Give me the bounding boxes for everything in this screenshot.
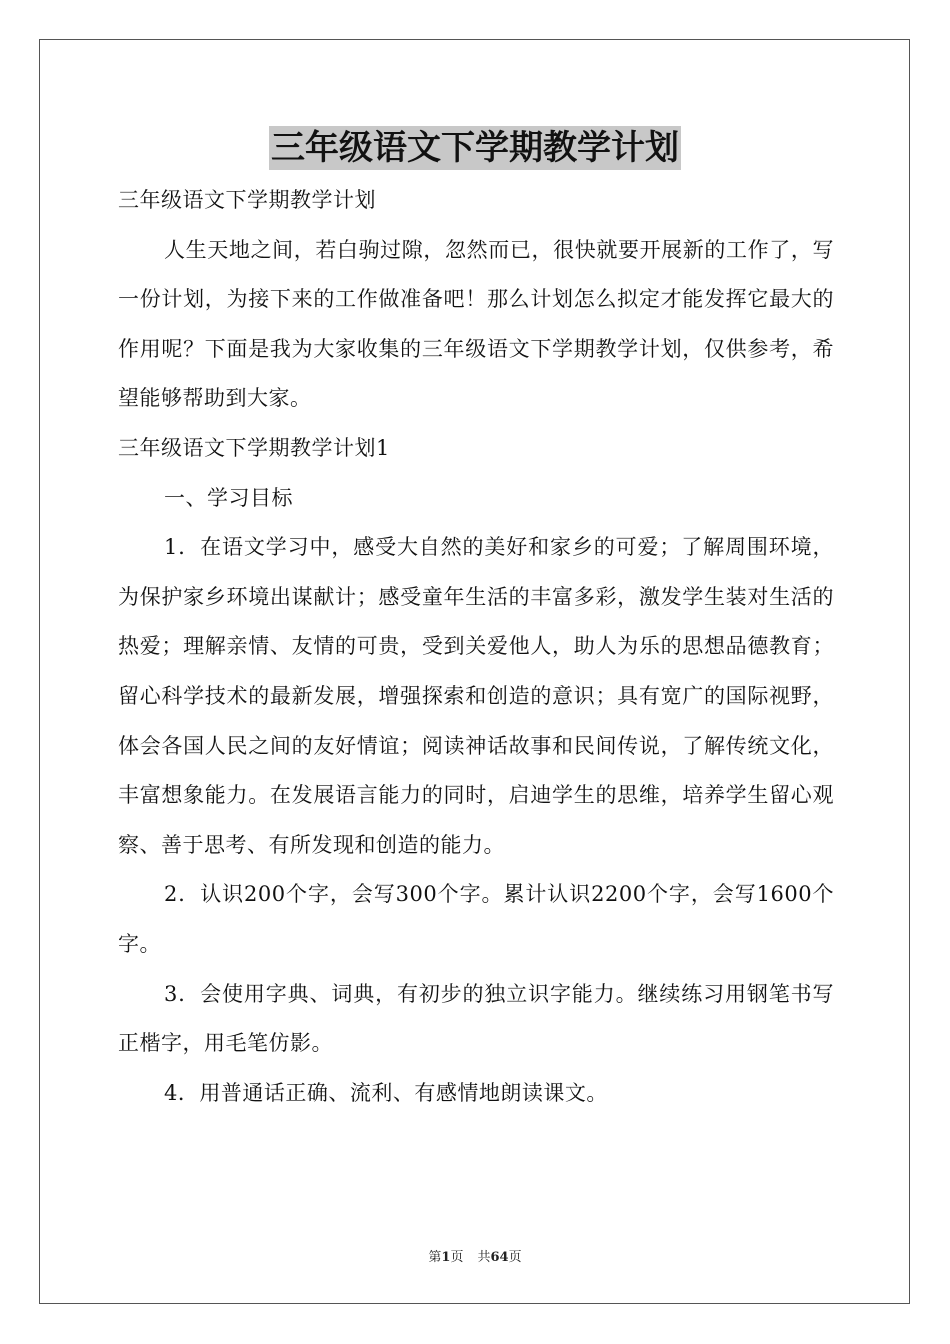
subsection-heading: 一、学习目标 — [164, 485, 293, 510]
title-container — [0, 126, 950, 170]
subtitle-paragraph: 三年级语文下学期教学计划 — [118, 188, 376, 212]
footer-page-current: 1 — [441, 1250, 451, 1265]
goal-paragraph-4: 4．用普通话正确、流利、有感情地朗读课文。 — [164, 1080, 608, 1105]
document-body — [118, 176, 834, 1118]
section-heading: 三年级语文下学期教学计划1 — [118, 435, 390, 460]
goal-paragraph-2: 2．认识200个字，会写300个字。累计认识2200个字，会写1600个字。 — [118, 882, 834, 956]
document-title: 三年级语文下学期教学计划 — [271, 128, 679, 168]
footer-page-prefix: 第 — [428, 1250, 442, 1265]
footer-total-suffix: 页 — [508, 1250, 522, 1265]
intro-paragraph: 人生天地之间，若白驹过隙，忽然而已，很快就要开展新的工作了，写一份计划，为接下来的工作做准备吧！那么计划怎么拟定才能发挥它最大的作用呢？下面是我为大家收集的三年级语文下学期教学计划，仅供参考，希望能够帮助到大家。 — [118, 237, 834, 411]
footer-total-prefix: 共 — [477, 1250, 491, 1265]
goal-paragraph-1: 1．在语文学习中，感受大自然的美好和家乡的可爱；了解周围环境，为保护家乡环境出谋献计；感受童年生活的丰富多彩，激发学生装对生活的热爱；理解亲情、友情的可贵，受到关爱他人，助人为乐的思想品德教育；留心科学技术的最新发展，增强探索和创造的意识；具有宽广的国际视野，体会各国人民之间的友好情谊；阅读神话故事和民间传说，了解传统文化，丰富想象能力。在发展语言能力的同时，启迪学生的思维，培养学生留心观察、善于思考、有所发现和创造的能力。 — [118, 535, 834, 857]
footer-page-suffix: 页 — [450, 1250, 464, 1265]
page-footer — [0, 1246, 950, 1265]
goal-paragraph-3: 3．会使用字典、词典，有初步的独立识字能力。继续练习用钢笔书写正楷字，用毛笔仿影。 — [118, 981, 834, 1056]
footer-page-total: 64 — [490, 1250, 509, 1265]
